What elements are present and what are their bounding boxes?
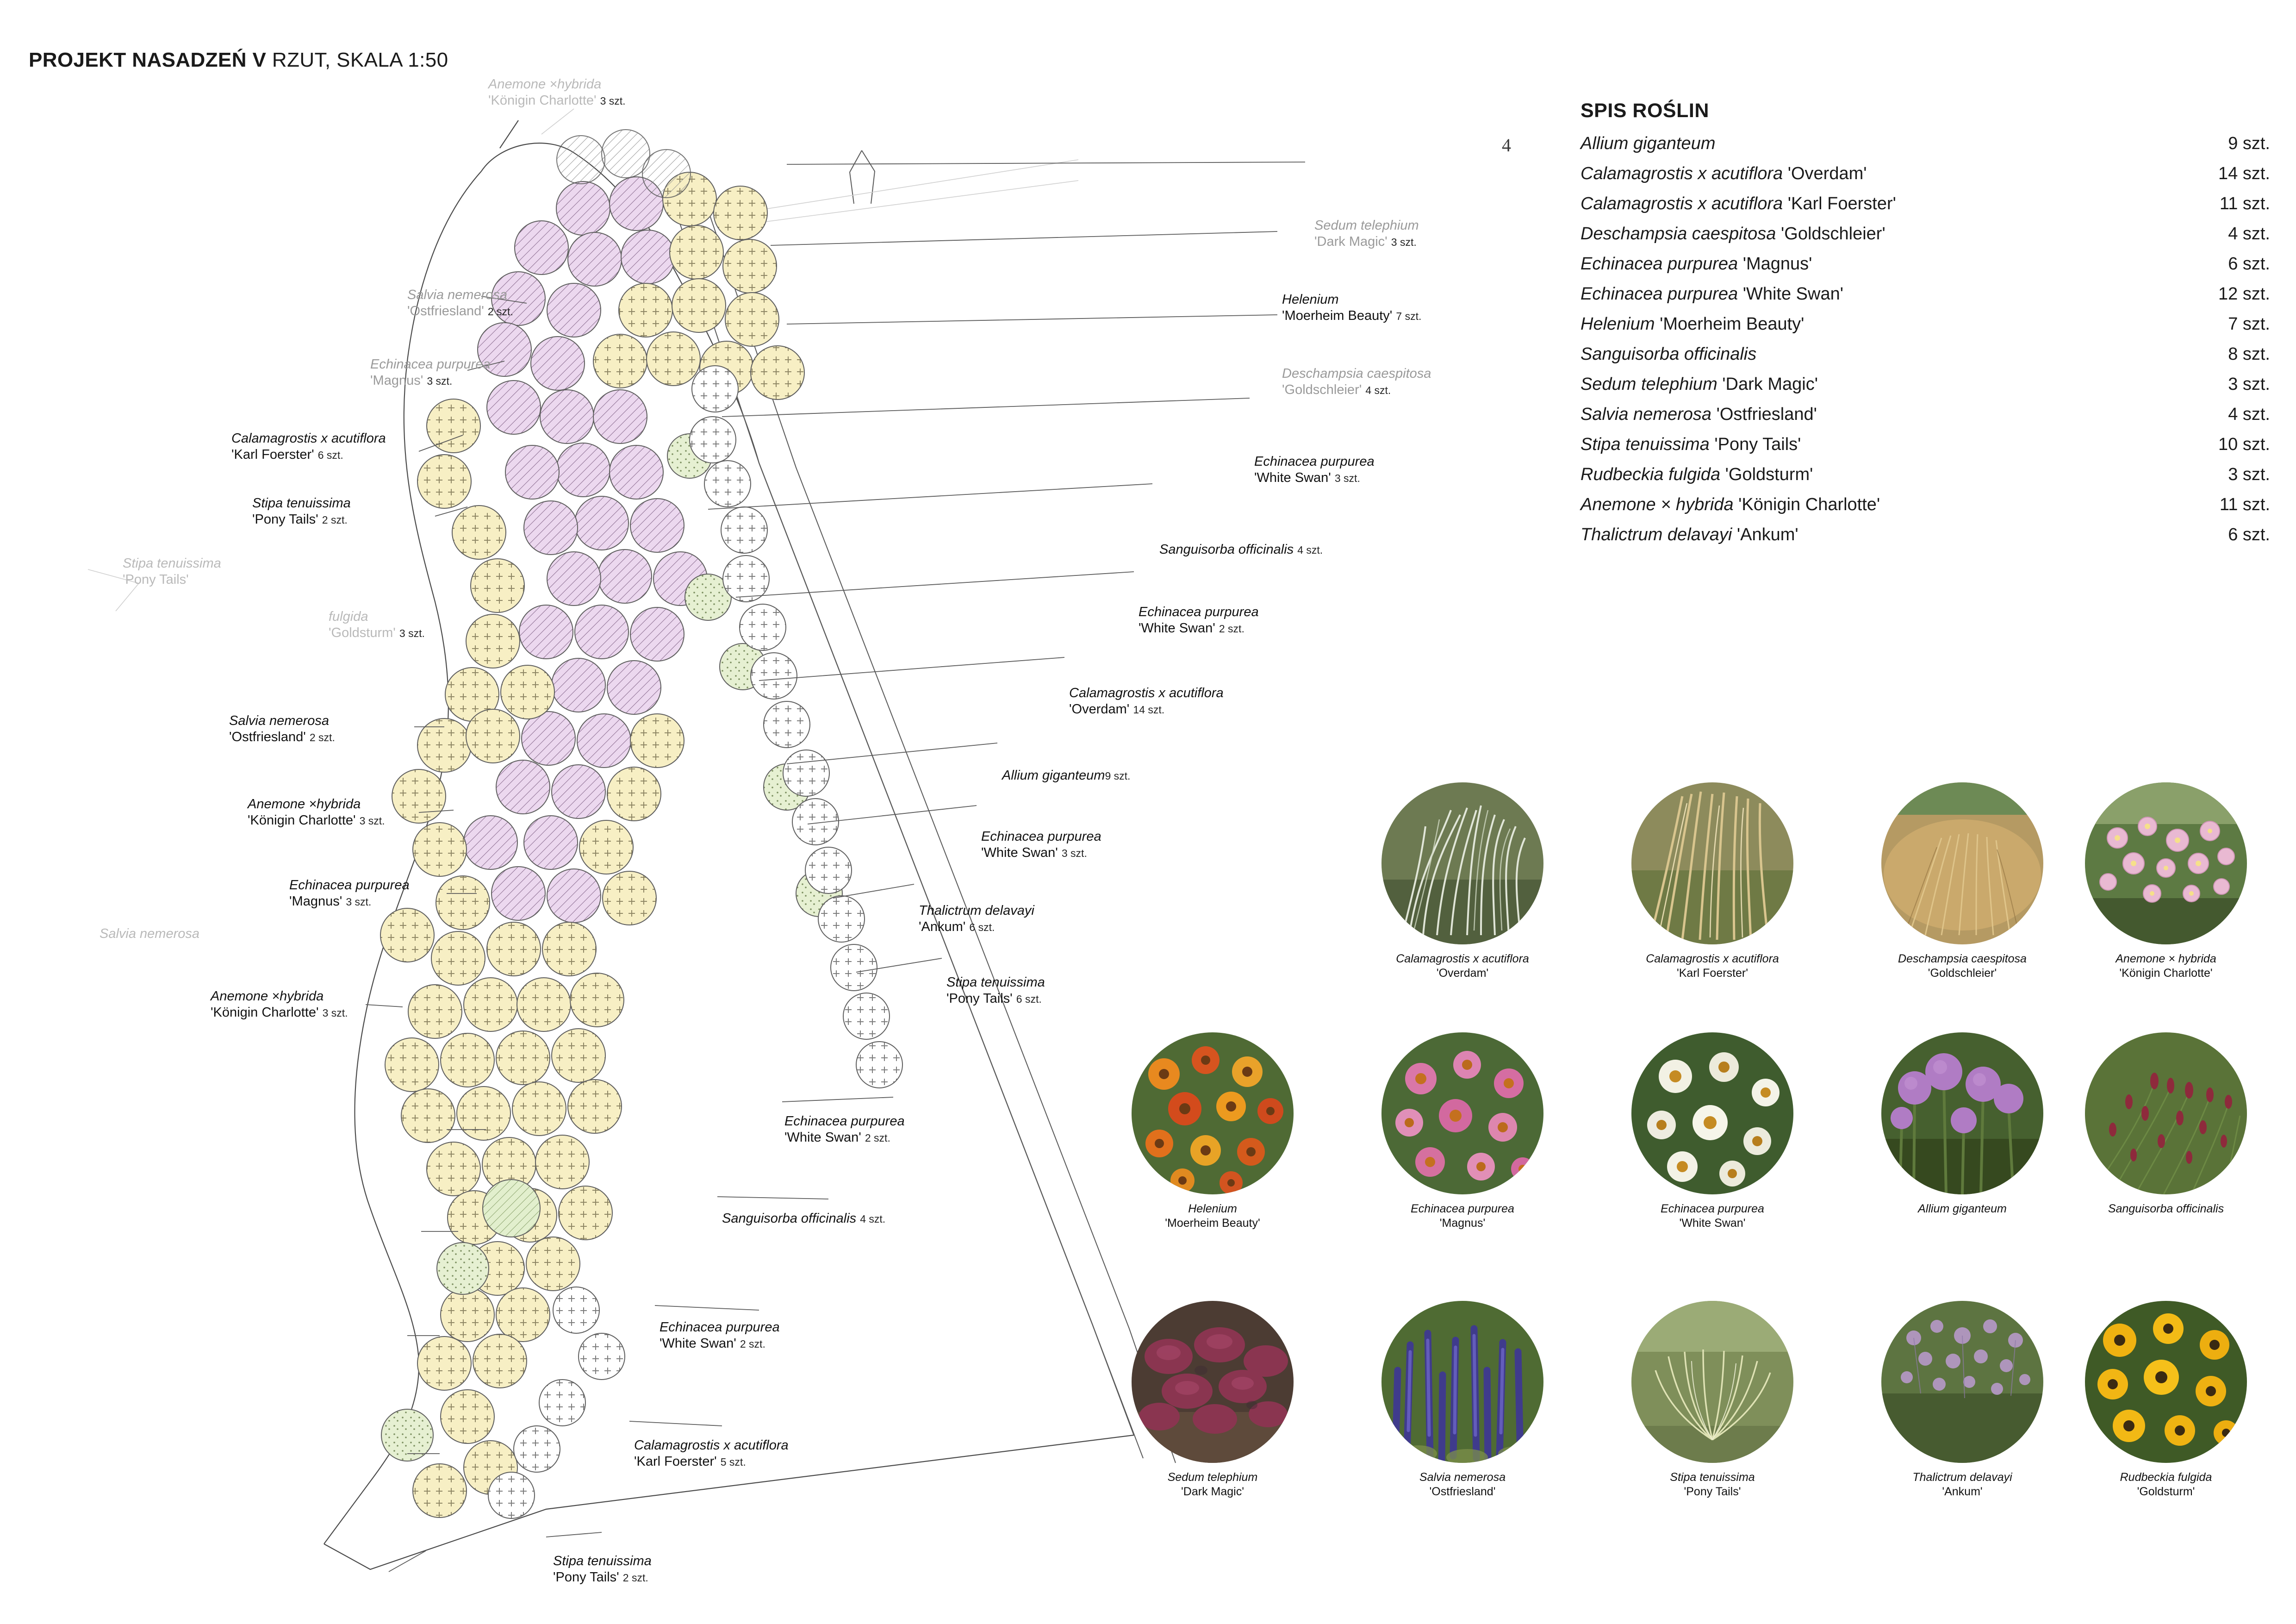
photo-caption	[1347, 1470, 1578, 1499]
callout-qty: 9 szt.	[1105, 770, 1131, 782]
callout-calamagrostis-overdam-1	[1069, 685, 1224, 718]
photo-caption	[2050, 1202, 2282, 1216]
plant-cultivar: 'Ostfriesland'	[1716, 405, 1817, 424]
photo-cell	[1597, 782, 1828, 981]
callout-anemone-1	[248, 796, 385, 829]
callout-cultivar: 'White Swan'	[784, 1130, 861, 1145]
callout-qty: 2 szt.	[487, 306, 513, 318]
photo-helenium-image	[1132, 1032, 1294, 1194]
plant-qty: 4 szt.	[2228, 405, 2270, 424]
callout-species: Stipa tenuissima	[553, 1554, 652, 1568]
callout-stipa-3	[946, 974, 1045, 1007]
plant-genus: Salvia nemerosa	[1580, 405, 1712, 424]
photo-cultivar: 'Königin Charlotte'	[2119, 967, 2213, 980]
callout-cultivar: 'Königin Charlotte'	[211, 1005, 319, 1020]
photo-cultivar: 'Goldschleier'	[1928, 967, 1997, 980]
photo-cell	[1097, 1301, 1328, 1499]
page-title-light: RZUT, SKALA 1:50	[266, 49, 448, 71]
photo-species: Helenium	[1188, 1202, 1237, 1215]
callout-salvia-3	[100, 926, 199, 942]
plant-list-row	[1580, 219, 2270, 249]
plant-qty: 8 szt.	[2228, 344, 2270, 364]
callout-cultivar: 'Karl Foerster'	[634, 1454, 717, 1469]
plant-qty: 6 szt.	[2228, 525, 2270, 544]
photo-caption	[1097, 1202, 1328, 1231]
plant-cultivar: 'Dark Magic'	[1722, 375, 1818, 394]
plant-qty: 9 szt.	[2228, 134, 2270, 153]
plant-qty: 6 szt.	[2228, 254, 2270, 274]
callout-qty: 3 szt.	[1391, 236, 1417, 249]
photo-sanguisorba-image	[2085, 1032, 2247, 1194]
photo-species: Sedum telephium	[1167, 1471, 1258, 1484]
callout-cultivar: 'Pony Tails'	[946, 991, 1013, 1006]
plant-cultivar: 'Ankum'	[1736, 525, 1798, 544]
photo-cultivar: 'Pony Tails'	[1684, 1485, 1741, 1499]
callout-qty: 14 szt.	[1133, 704, 1165, 716]
callout-cultivar: 'Königin Charlotte'	[488, 93, 597, 108]
callout-qty: 3 szt.	[1334, 472, 1360, 485]
callout-species: Stipa tenuissima	[946, 975, 1045, 990]
callout-species: Calamagrostis x acutiflora	[231, 431, 386, 446]
callout-cultivar: 'Moerheim Beauty'	[1282, 308, 1393, 324]
callout-cultivar: 'Magnus'	[370, 373, 423, 388]
plant-list-row	[1580, 129, 2270, 159]
photo-cell	[1347, 782, 1578, 981]
callout-qty: 3 szt.	[399, 627, 425, 640]
photo-caption	[1347, 952, 1578, 981]
north-arrow-label: 4	[1502, 135, 1511, 156]
photo-calamagrostis-karl-image	[1631, 782, 1793, 944]
callout-sanguisorba-2	[722, 1211, 885, 1227]
photo-caption	[1097, 1470, 1328, 1499]
callout-cultivar: 'Goldsturm'	[329, 625, 396, 641]
callout-species: Echinacea purpurea	[1254, 454, 1375, 469]
photo-cultivar: 'Dark Magic'	[1181, 1485, 1244, 1499]
photo-species: Calamagrostis x acutiflora	[1646, 952, 1779, 965]
plant-list-row	[1580, 520, 2270, 550]
callout-stipa-2	[123, 556, 221, 588]
callout-helenium-1	[1282, 292, 1421, 325]
callout-cultivar: 'White Swan'	[660, 1336, 736, 1351]
callout-thalictrum-1	[919, 903, 1034, 936]
callout-qty: 3 szt.	[322, 1007, 348, 1019]
plant-qty: 3 szt.	[2228, 375, 2270, 394]
callout-species: Echinacea purpurea	[784, 1114, 905, 1129]
photo-caption	[1847, 1202, 2078, 1216]
photo-cell	[1347, 1032, 1578, 1231]
callout-species: Sanguisorba officinalis	[722, 1211, 857, 1226]
callout-species: Calamagrostis x acutiflora	[1069, 686, 1224, 700]
plant-qty: 4 szt.	[2228, 224, 2270, 244]
callout-species: Calamagrostis x acutiflora	[634, 1438, 789, 1453]
photo-caption	[1847, 1470, 2078, 1499]
callout-cultivar: 'Dark Magic'	[1314, 234, 1388, 250]
photo-species: Allium giganteum	[1918, 1202, 2007, 1215]
callout-qty: 4 szt.	[1297, 544, 1323, 556]
plant-list-row	[1580, 189, 2270, 219]
callout-rudbeckia-1	[329, 609, 425, 642]
photo-cell	[2050, 782, 2282, 981]
callout-qty: 2 szt.	[740, 1338, 765, 1350]
callout-cultivar: 'Karl Foerster'	[231, 447, 314, 462]
plant-cultivar: 'White Swan'	[1742, 284, 1843, 304]
callout-species: Deschampsia caespitosa	[1282, 366, 1431, 381]
photo-cell	[1597, 1301, 1828, 1499]
photo-stipa-image	[1631, 1301, 1793, 1463]
callout-cultivar: 'Pony Tails'	[123, 572, 189, 587]
plant-cultivar: 'Goldschleier'	[1781, 224, 1885, 244]
photo-species: Calamagrostis x acutiflora	[1396, 952, 1529, 965]
photo-species: Sanguisorba officinalis	[2108, 1202, 2224, 1215]
callout-species: Anemone ×hybrida	[488, 77, 602, 92]
callout-species: fulgida	[329, 609, 368, 624]
photo-species: Salvia nemerosa	[1419, 1471, 1506, 1484]
callout-calamagrostis-karl-1	[231, 431, 386, 463]
callout-species: Anemone ×hybrida	[248, 797, 361, 812]
plant-cultivar: 'Karl Foerster'	[1787, 194, 1896, 213]
callout-cultivar: 'Ankum'	[919, 919, 966, 935]
photo-species: Deschampsia caespitosa	[1898, 952, 2027, 965]
callout-species: Allium giganteum	[1002, 768, 1105, 783]
photo-caption	[2050, 952, 2282, 981]
plant-list-row	[1580, 249, 2270, 279]
plant-list-row	[1580, 400, 2270, 430]
callout-cultivar: 'Pony Tails'	[252, 512, 318, 527]
callout-qty: 3 szt.	[427, 375, 453, 387]
callout-cultivar: 'Pony Tails'	[553, 1570, 619, 1585]
plant-genus: Deschampsia caespitosa	[1580, 224, 1776, 244]
plant-qty: 3 szt.	[2228, 465, 2270, 484]
plant-list-row	[1580, 159, 2270, 189]
callout-qty: 2 szt.	[622, 1572, 648, 1584]
photo-anemone-image	[2085, 782, 2247, 944]
photo-echinacea-white-image	[1631, 1032, 1793, 1194]
callout-cultivar: 'Overdam'	[1069, 702, 1130, 717]
callout-qty: 6 szt.	[1016, 993, 1042, 1006]
callout-qty: 6 szt.	[969, 921, 995, 934]
callout-species: Echinacea purpurea	[289, 878, 410, 893]
plant-cultivar: 'Pony Tails'	[1714, 435, 1801, 454]
callout-allium-1	[1002, 768, 1130, 784]
photo-cell	[2050, 1032, 2282, 1216]
photo-caption	[1597, 1202, 1828, 1231]
plant-genus: Thalictrum delavayi	[1580, 525, 1732, 544]
callout-anemone-2	[211, 988, 348, 1021]
plant-genus: Echinacea purpurea	[1580, 254, 1738, 274]
callout-species: Salvia nemerosa	[407, 287, 507, 302]
plant-qty: 7 szt.	[2228, 314, 2270, 334]
plant-list-panel	[1580, 100, 2270, 550]
callout-salvia-2	[229, 713, 335, 746]
photo-echinacea-magnus-image	[1381, 1032, 1543, 1194]
photo-salvia-image	[1381, 1301, 1543, 1463]
photo-cell	[1097, 1032, 1328, 1231]
callout-qty: 3 szt.	[1061, 847, 1087, 860]
photo-cell	[1347, 1301, 1578, 1499]
photo-cultivar: 'Moerheim Beauty'	[1165, 1217, 1260, 1230]
photo-rudbeckia-image	[2085, 1301, 2247, 1463]
callout-qty: 2 szt.	[322, 514, 348, 526]
callout-cultivar: 'Goldschleier'	[1282, 382, 1362, 398]
photo-cell	[2050, 1301, 2282, 1499]
callout-qty: 3 szt.	[600, 95, 626, 107]
callout-sedum-1	[1314, 218, 1419, 250]
callout-qty: 2 szt.	[1219, 623, 1244, 635]
plant-genus: Sanguisorba officinalis	[1580, 344, 1757, 364]
callout-sanguisorba-1	[1159, 542, 1323, 558]
photo-allium-image	[1881, 1032, 2043, 1194]
callout-deschampsia-1	[1282, 366, 1431, 399]
callout-echinacea-white-1	[1254, 454, 1375, 487]
callout-species: Helenium	[1282, 292, 1339, 307]
plant-genus: Stipa tenuissima	[1580, 435, 1710, 454]
photo-species: Echinacea purpurea	[1411, 1202, 1514, 1215]
photo-cell	[1597, 1032, 1828, 1231]
photo-sedum-image	[1132, 1301, 1294, 1463]
photo-cell	[1847, 1032, 2078, 1216]
callout-species: Salvia nemerosa	[229, 713, 329, 728]
photo-species: Thalictrum delavayi	[1912, 1471, 2012, 1484]
callout-qty: 2 szt.	[309, 731, 335, 744]
photo-caption	[1597, 952, 1828, 981]
photo-thalictrum-image	[1881, 1301, 2043, 1463]
callout-stipa-4	[553, 1553, 652, 1586]
callout-cultivar: 'White Swan'	[1139, 621, 1215, 636]
plant-genus: Anemone × hybrida	[1580, 495, 1734, 514]
callout-echinacea-magnus-1	[370, 356, 491, 389]
plant-list-row	[1580, 279, 2270, 309]
plant-qty: 11 szt.	[2219, 495, 2270, 514]
plant-list-row	[1580, 490, 2270, 520]
callout-species: Stipa tenuissima	[252, 496, 351, 511]
callout-stipa-1	[252, 495, 351, 528]
plant-qty: 10 szt.	[2218, 435, 2270, 454]
plant-genus: Sedum telephium	[1580, 375, 1717, 394]
callout-cultivar: 'Magnus'	[289, 894, 342, 909]
photo-cultivar: 'Ostfriesland'	[1429, 1485, 1496, 1499]
callout-species: Salvia nemerosa	[100, 926, 199, 941]
plant-qty: 11 szt.	[2219, 194, 2270, 213]
photo-cell	[1847, 782, 2078, 981]
callout-qty: 5 szt.	[720, 1456, 746, 1468]
callout-species: Thalictrum delavayi	[919, 903, 1034, 918]
page-title-bold: PROJEKT NASADZEŃ V	[29, 49, 267, 71]
callout-qty: 7 szt.	[1396, 310, 1422, 323]
photo-cultivar: 'Ankum'	[1942, 1485, 1983, 1499]
callout-species: Sedum telephium	[1314, 218, 1419, 233]
callout-species: Echinacea purpurea	[370, 357, 491, 372]
plant-list-row	[1580, 339, 2270, 369]
callout-anemone-top	[488, 76, 626, 109]
photo-cultivar: 'Overdam'	[1436, 967, 1489, 980]
callout-qty: 4 szt.	[1365, 384, 1391, 397]
callout-echinacea-white-2	[1139, 604, 1259, 637]
plant-cultivar: 'Königin Charlotte'	[1738, 495, 1880, 514]
photo-cultivar: 'Magnus'	[1439, 1217, 1486, 1230]
photo-species: Stipa tenuissima	[1670, 1471, 1755, 1484]
callout-species: Echinacea purpurea	[660, 1320, 780, 1335]
plant-qty: 14 szt.	[2218, 164, 2270, 183]
plant-genus: Calamagrostis x acutiflora	[1580, 164, 1783, 183]
plant-symbols	[380, 130, 902, 1518]
plant-list-row	[1580, 309, 2270, 339]
plant-list-row	[1580, 430, 2270, 460]
photo-cell	[1847, 1301, 2078, 1499]
plant-list-heading: SPIS ROŚLIN	[1580, 100, 1709, 122]
callout-cultivar: 'Ostfriesland'	[407, 304, 484, 319]
callout-species: Echinacea purpurea	[981, 829, 1101, 844]
plant-cultivar: 'Moerheim Beauty'	[1660, 314, 1804, 334]
plant-qty: 12 szt.	[2218, 284, 2270, 304]
callout-cultivar: 'Ostfriesland'	[229, 730, 306, 745]
plant-cultivar: 'Magnus'	[1742, 254, 1812, 274]
callout-cultivar: 'White Swan'	[1254, 470, 1331, 486]
plant-genus: Rudbeckia fulgida	[1580, 465, 1721, 484]
callout-calamagrostis-karl-2	[634, 1437, 789, 1470]
callout-qty: 3 szt.	[359, 815, 385, 827]
photo-cultivar: 'Karl Foerster'	[1676, 967, 1748, 980]
photo-caption	[1597, 1470, 1828, 1499]
callout-species: Sanguisorba officinalis	[1159, 542, 1294, 557]
callout-species: Echinacea purpurea	[1139, 605, 1259, 619]
plant-photo-gallery	[1060, 782, 2282, 1597]
photo-cultivar: 'White Swan'	[1679, 1217, 1746, 1230]
plant-genus: Helenium	[1580, 314, 1655, 334]
photo-deschampsia-image	[1881, 782, 2043, 944]
photo-species: Anemone × hybrida	[2116, 952, 2216, 965]
photo-caption	[1347, 1202, 1578, 1231]
plant-cultivar: 'Overdam'	[1787, 164, 1867, 183]
callout-qty: 2 szt.	[865, 1132, 890, 1144]
plant-cultivar: 'Goldsturm'	[1725, 465, 1813, 484]
callout-cultivar: 'White Swan'	[981, 845, 1058, 861]
photo-caption	[1847, 952, 2078, 981]
plant-list-row	[1580, 369, 2270, 400]
photo-species: Echinacea purpurea	[1661, 1202, 1764, 1215]
callout-species: Anemone ×hybrida	[211, 989, 324, 1004]
photo-species: Rudbeckia fulgida	[2120, 1471, 2212, 1484]
callout-qty: 4 szt.	[860, 1213, 886, 1225]
callout-echinacea-white-4	[784, 1113, 905, 1146]
photo-calamagrostis-overdam-image	[1381, 782, 1543, 944]
plant-genus: Calamagrostis x acutiflora	[1580, 194, 1783, 213]
callout-qty: 6 szt.	[317, 449, 343, 462]
plant-genus: Echinacea purpurea	[1580, 284, 1738, 304]
plant-genus: Allium giganteum	[1580, 134, 1716, 153]
callout-salvia-1	[407, 287, 513, 320]
callout-species: Stipa tenuissima	[123, 556, 221, 571]
plant-list-row	[1580, 460, 2270, 490]
photo-cultivar: 'Goldsturm'	[2137, 1485, 2195, 1499]
callout-cultivar: 'Königin Charlotte'	[248, 813, 356, 828]
callout-qty: 3 szt.	[346, 896, 372, 908]
photo-caption	[2050, 1470, 2282, 1499]
callout-echinacea-magnus-2	[289, 877, 410, 910]
callout-echinacea-white-5	[660, 1319, 780, 1352]
